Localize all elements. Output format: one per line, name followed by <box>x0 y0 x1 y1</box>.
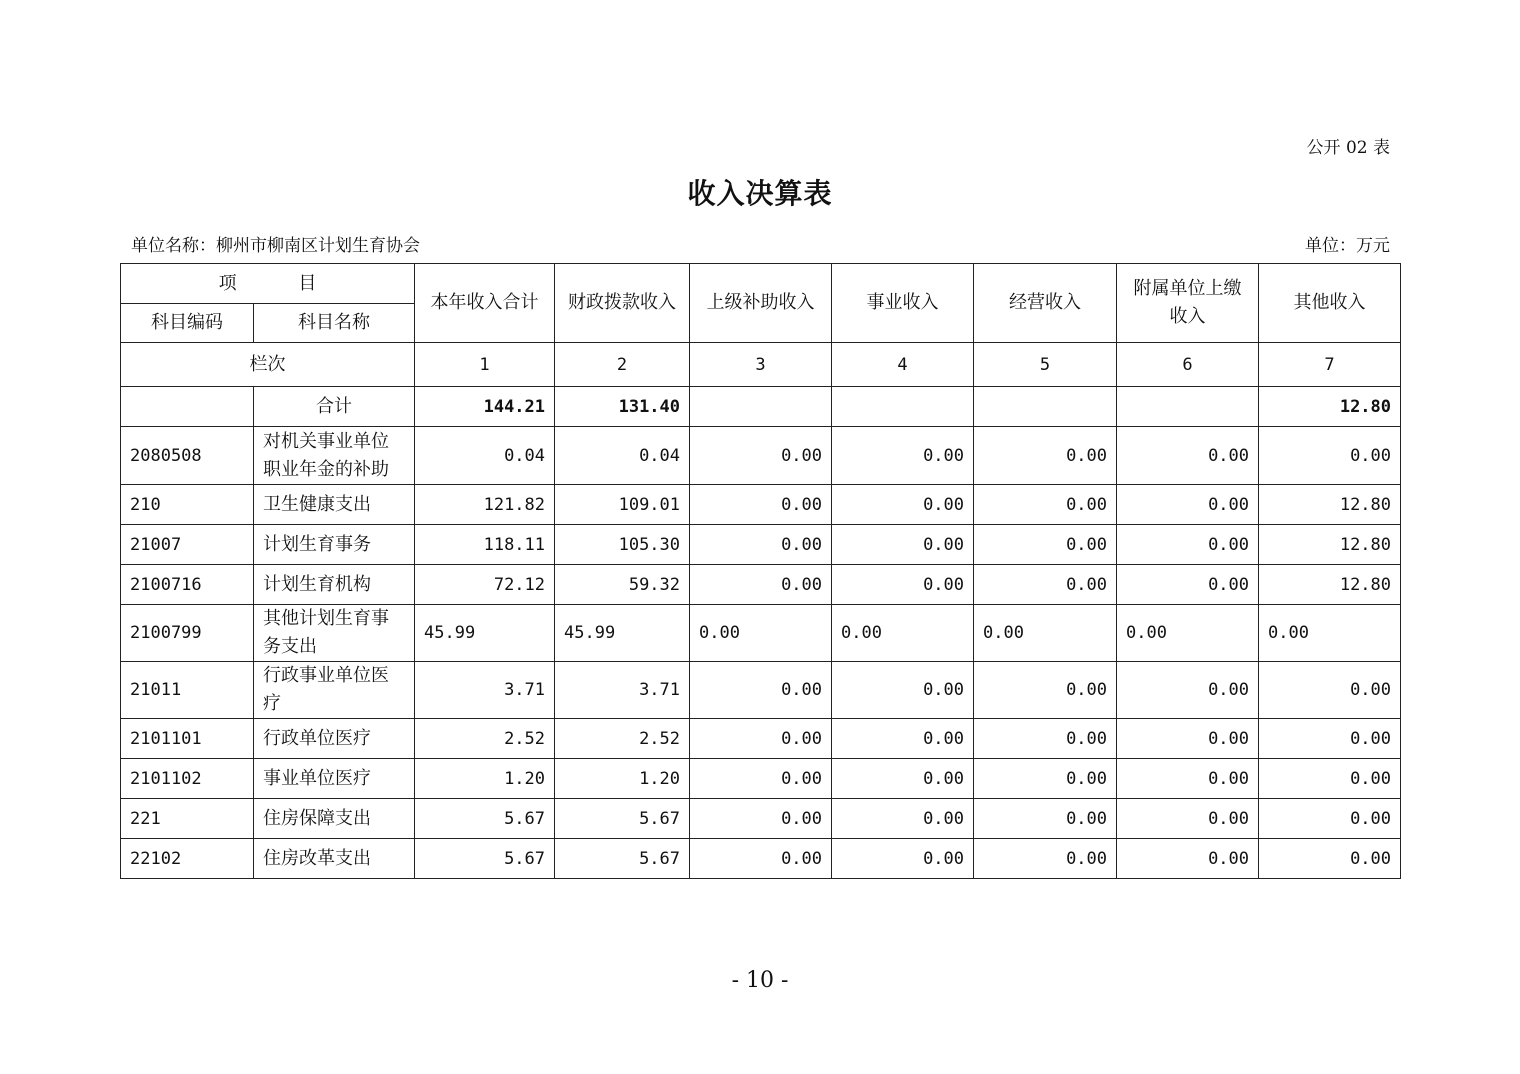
table-row <box>121 485 1401 525</box>
amount-cell: 0.00 <box>832 799 974 839</box>
amount-cell: 0.00 <box>1117 525 1259 565</box>
header-col-5: 经营收入 <box>974 264 1117 343</box>
amount-cell: 118.11 <box>415 525 555 565</box>
unit-name: 单位名称：柳州市柳南区计划生育协会 <box>131 236 420 256</box>
amount-cell: 105.30 <box>555 525 690 565</box>
amount-cell: 0.04 <box>415 427 555 485</box>
table-row <box>121 662 1401 719</box>
amount-cell: 0.00 <box>1259 759 1401 799</box>
total-value: 144.21 <box>415 387 555 427</box>
subject-code: 2101102 <box>121 759 254 799</box>
table-row <box>121 799 1401 839</box>
amount-cell: 0.00 <box>832 719 974 759</box>
total-label: 合计 <box>254 387 415 427</box>
column-order-label: 栏次 <box>121 343 415 387</box>
amount-cell: 0.00 <box>974 427 1117 485</box>
subject-code: 210 <box>121 485 254 525</box>
amount-cell: 12.80 <box>1259 525 1401 565</box>
amount-cell: 0.00 <box>1117 662 1259 719</box>
amount-cell: 1.20 <box>555 759 690 799</box>
header-code: 科目编码 <box>121 304 254 343</box>
subject-name: 计划生育事务 <box>254 525 415 565</box>
amount-cell: 121.82 <box>415 485 555 525</box>
amount-cell: 0.00 <box>690 427 832 485</box>
amount-cell: 0.00 <box>1117 485 1259 525</box>
amount-cell: 45.99 <box>555 605 690 662</box>
header-col-1: 本年收入合计 <box>415 264 555 343</box>
amount-cell: 5.67 <box>555 839 690 879</box>
amount-cell: 109.01 <box>555 485 690 525</box>
amount-cell: 0.00 <box>1117 719 1259 759</box>
total-value: 12.80 <box>1259 387 1401 427</box>
table-row <box>121 719 1401 759</box>
amount-cell: 0.00 <box>974 719 1117 759</box>
amount-cell: 0.00 <box>1117 427 1259 485</box>
amount-cell: 0.00 <box>1117 839 1259 879</box>
amount-cell: 0.00 <box>690 485 832 525</box>
amount-cell: 0.00 <box>832 839 974 879</box>
amount-cell: 0.04 <box>555 427 690 485</box>
total-value <box>974 387 1117 427</box>
amount-cell: 0.00 <box>690 719 832 759</box>
subject-name: 事业单位医疗 <box>254 759 415 799</box>
amount-cell: 0.00 <box>1117 605 1259 662</box>
amount-cell: 0.00 <box>1117 799 1259 839</box>
amount-cell: 0.00 <box>974 759 1117 799</box>
subject-code: 21007 <box>121 525 254 565</box>
amount-cell: 0.00 <box>1117 759 1259 799</box>
amount-cell: 0.00 <box>832 525 974 565</box>
amount-cell: 0.00 <box>832 485 974 525</box>
subject-name: 行政事业单位医疗 <box>254 662 415 719</box>
total-value <box>832 387 974 427</box>
column-number: 7 <box>1259 343 1401 387</box>
amount-cell: 0.00 <box>974 799 1117 839</box>
amount-cell: 0.00 <box>1259 799 1401 839</box>
amount-cell: 0.00 <box>690 525 832 565</box>
subject-code: 21011 <box>121 662 254 719</box>
header-col-3: 上级补助收入 <box>690 264 832 343</box>
total-code-cell <box>121 387 254 427</box>
subject-name: 住房改革支出 <box>254 839 415 879</box>
header-item: 项 目 <box>121 264 415 304</box>
amount-cell: 0.00 <box>690 799 832 839</box>
amount-cell: 12.80 <box>1259 485 1401 525</box>
amount-cell: 72.12 <box>415 565 555 605</box>
amount-cell: 0.00 <box>974 839 1117 879</box>
subject-name: 对机关事业单位职业年金的补助 <box>254 427 415 485</box>
amount-cell: 0.00 <box>974 565 1117 605</box>
total-row <box>121 387 1401 427</box>
page-title: 收入决算表 <box>687 177 833 210</box>
subject-code: 2080508 <box>121 427 254 485</box>
amount-cell: 0.00 <box>690 839 832 879</box>
column-number: 4 <box>832 343 974 387</box>
amount-cell: 0.00 <box>974 662 1117 719</box>
column-number: 2 <box>555 343 690 387</box>
table-row <box>121 605 1401 662</box>
form-number: 公开 02 表 <box>1306 138 1390 158</box>
amount-cell: 5.67 <box>415 799 555 839</box>
currency-unit: 单位：万元 <box>1305 236 1390 256</box>
subject-code: 2100716 <box>121 565 254 605</box>
amount-cell: 0.00 <box>1259 719 1401 759</box>
amount-cell: 0.00 <box>832 759 974 799</box>
amount-cell: 0.00 <box>690 662 832 719</box>
amount-cell: 5.67 <box>415 839 555 879</box>
amount-cell: 3.71 <box>555 662 690 719</box>
header-row-1 <box>121 264 1401 304</box>
subject-name: 卫生健康支出 <box>254 485 415 525</box>
subject-name: 住房保障支出 <box>254 799 415 839</box>
amount-cell: 0.00 <box>832 605 974 662</box>
amount-cell: 0.00 <box>974 525 1117 565</box>
amount-cell: 0.00 <box>1259 839 1401 879</box>
income-report-table <box>120 263 1401 879</box>
subject-name: 计划生育机构 <box>254 565 415 605</box>
amount-cell: 0.00 <box>832 662 974 719</box>
column-number: 1 <box>415 343 555 387</box>
table-row <box>121 839 1401 879</box>
amount-cell: 1.20 <box>415 759 555 799</box>
column-number: 5 <box>974 343 1117 387</box>
amount-cell: 0.00 <box>832 427 974 485</box>
header-name: 科目名称 <box>254 304 415 343</box>
header-col-2: 财政拨款收入 <box>555 264 690 343</box>
amount-cell: 0.00 <box>690 565 832 605</box>
column-number-row <box>121 343 1401 387</box>
amount-cell: 3.71 <box>415 662 555 719</box>
amount-cell: 0.00 <box>832 565 974 605</box>
header-col-7: 其他收入 <box>1259 264 1401 343</box>
header-col-6: 附属单位上缴收入 <box>1117 264 1259 343</box>
page-number: - 10 - <box>731 968 789 993</box>
subject-code: 2101101 <box>121 719 254 759</box>
amount-cell: 5.67 <box>555 799 690 839</box>
amount-cell: 0.00 <box>690 605 832 662</box>
subject-code: 22102 <box>121 839 254 879</box>
amount-cell: 0.00 <box>974 605 1117 662</box>
column-number: 6 <box>1117 343 1259 387</box>
amount-cell: 2.52 <box>555 719 690 759</box>
table-row <box>121 525 1401 565</box>
amount-cell: 0.00 <box>1259 605 1401 662</box>
header-col-4: 事业收入 <box>832 264 974 343</box>
table-row <box>121 427 1401 485</box>
amount-cell: 2.52 <box>415 719 555 759</box>
subject-code: 2100799 <box>121 605 254 662</box>
amount-cell: 12.80 <box>1259 565 1401 605</box>
amount-cell: 0.00 <box>1259 427 1401 485</box>
subject-code: 221 <box>121 799 254 839</box>
amount-cell: 0.00 <box>974 485 1117 525</box>
amount-cell: 0.00 <box>1259 662 1401 719</box>
table-row <box>121 759 1401 799</box>
amount-cell: 0.00 <box>690 759 832 799</box>
total-value: 131.40 <box>555 387 690 427</box>
amount-cell: 0.00 <box>1117 565 1259 605</box>
amount-cell: 45.99 <box>415 605 555 662</box>
subject-name: 行政单位医疗 <box>254 719 415 759</box>
amount-cell: 59.32 <box>555 565 690 605</box>
total-value <box>690 387 832 427</box>
subject-name: 其他计划生育事务支出 <box>254 605 415 662</box>
table-row <box>121 565 1401 605</box>
total-value <box>1117 387 1259 427</box>
column-number: 3 <box>690 343 832 387</box>
